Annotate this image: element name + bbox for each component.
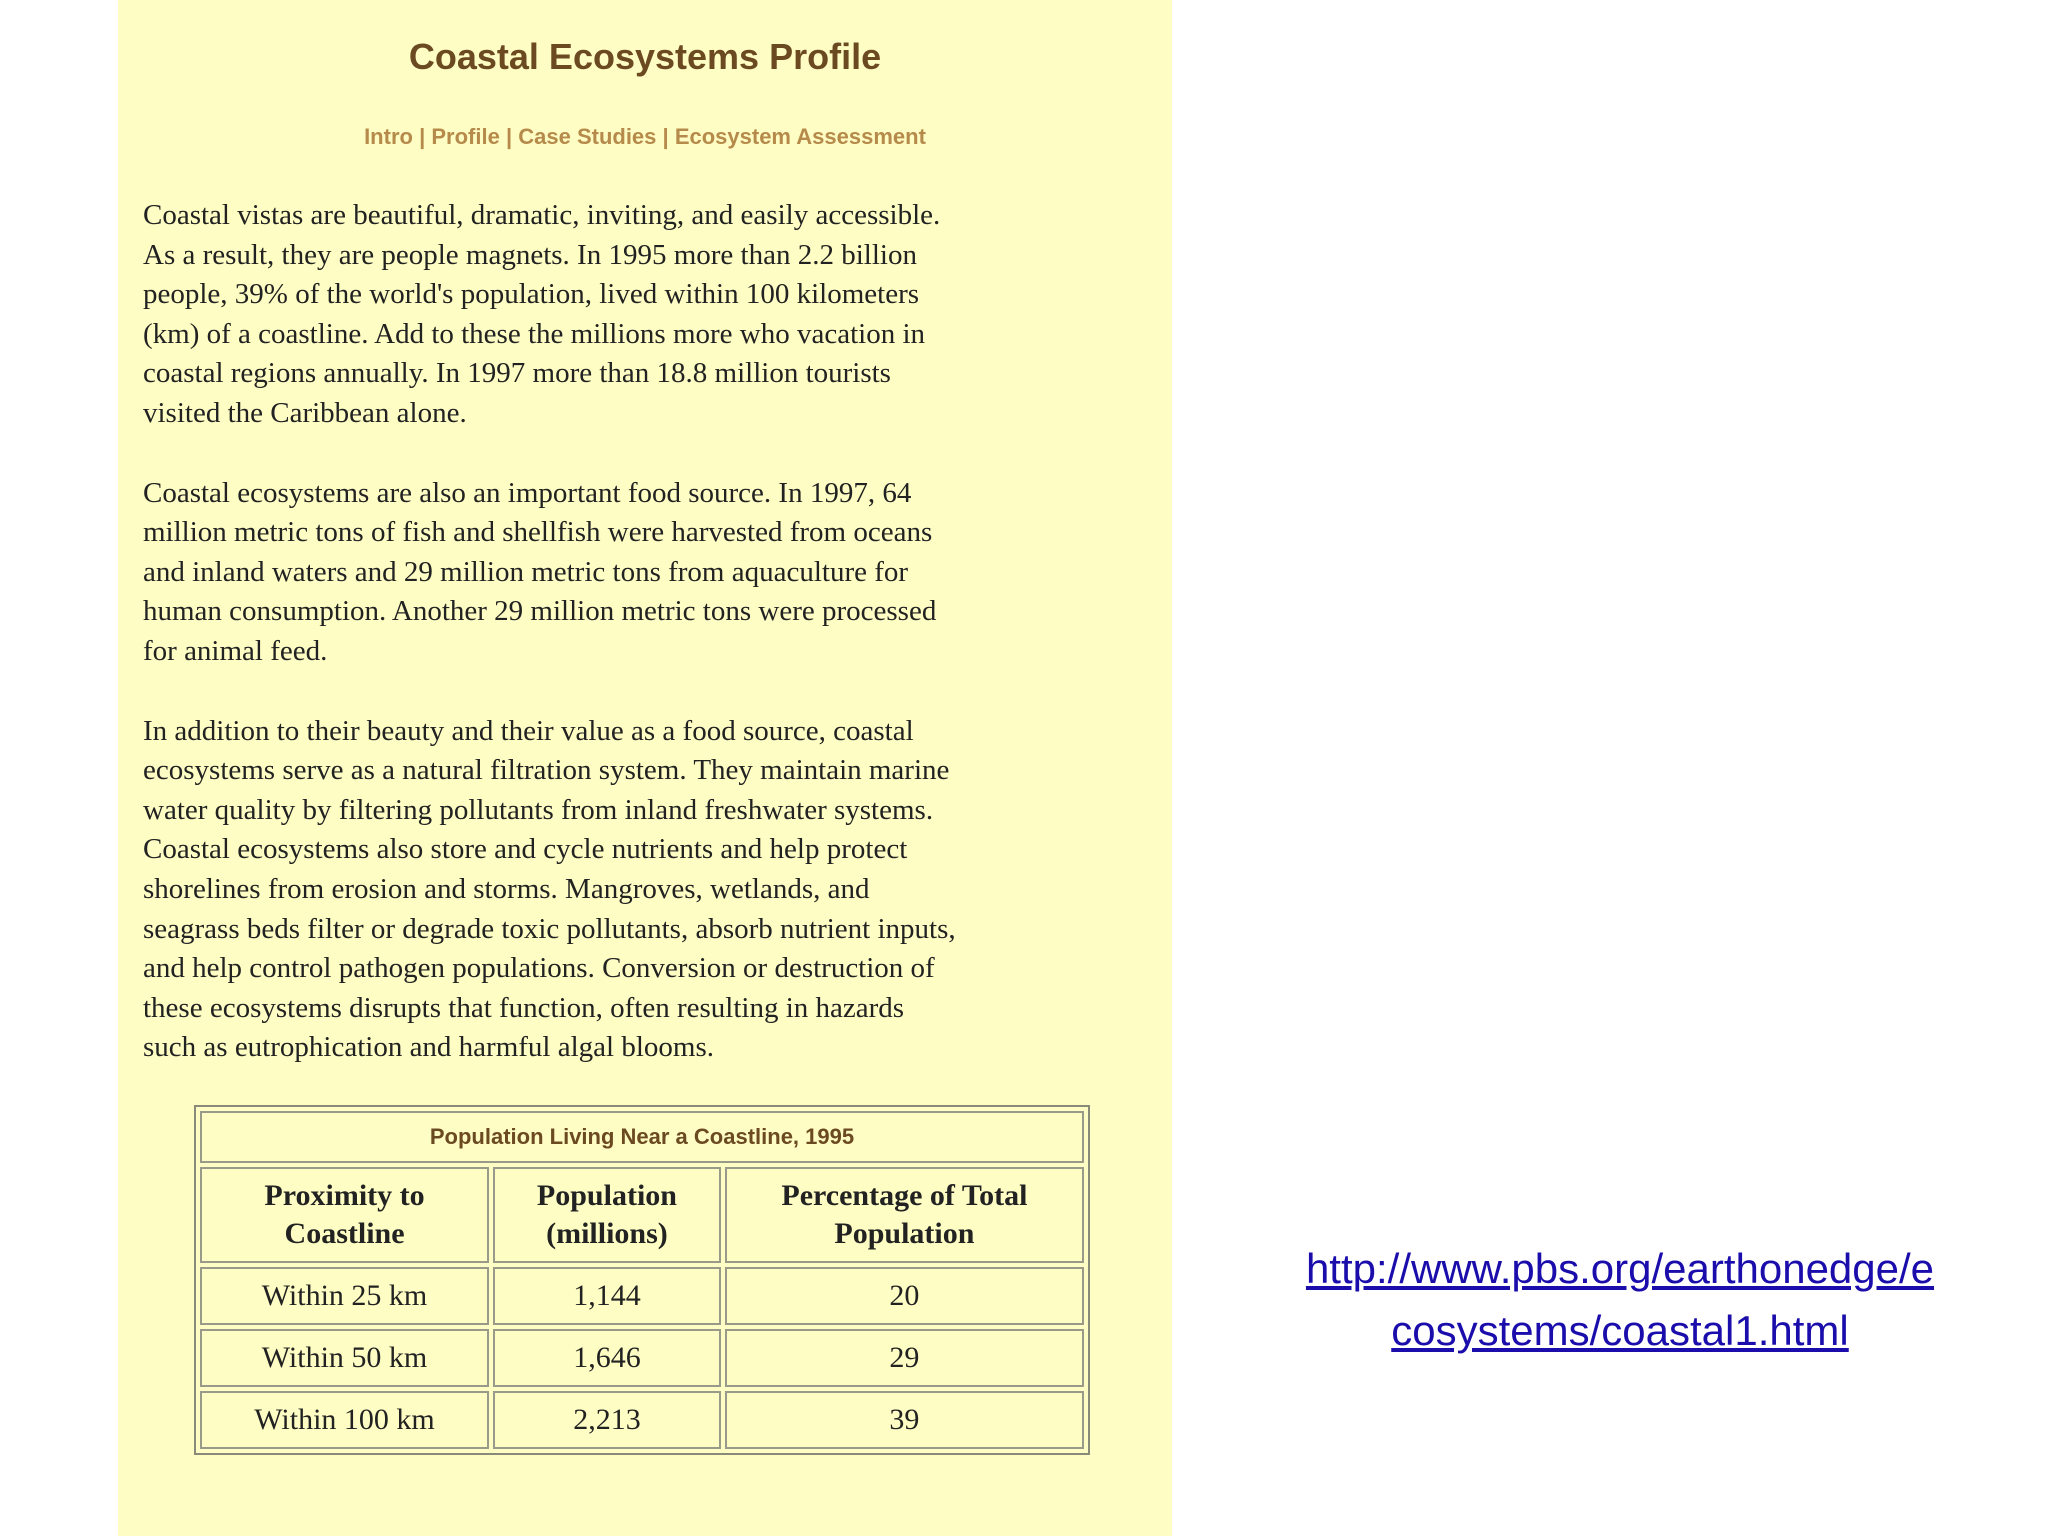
source-url-line-1: http://www.pbs.org/earthonedge/e — [1305, 1245, 1935, 1292]
population-table — [194, 1105, 1090, 1455]
nav-separator: | — [505, 124, 513, 149]
table-cell: 1,144 — [493, 1267, 721, 1325]
paragraph-3: In addition to their beauty and their value as a food source, coastal ecosystems serve as a natural filtration system. They maintain marine water quality by filtering pollutants from inland freshwater systems. Coastal ecosystems also store and cycle nutrients and help protect shorelines from erosion and storms. Mangroves, wetlands, and seagrass beds filter or degrade toxic pollutants, absorb nutrient inputs, and help control pathogen populations. Conversion or destruction of these ecosystems disrupts that function, often resulting in hazards such as eutrophication and harmful algal blooms. — [143, 714, 956, 1064]
column-header-proximity: Proximity to Coastline — [200, 1167, 489, 1263]
table-row — [200, 1391, 1084, 1449]
page-title: Coastal Ecosystems Profile — [408, 36, 882, 77]
nav-link-profile[interactable]: Profile — [431, 124, 500, 149]
table-cell: 2,213 — [493, 1391, 721, 1449]
webpage-screenshot — [118, 0, 1172, 1536]
table-cell: Within 50 km — [200, 1329, 489, 1387]
table-header-row — [200, 1167, 1084, 1263]
column-header-percentage: Percentage of Total Population — [725, 1167, 1084, 1263]
source-url-link[interactable] — [1306, 1245, 1934, 1354]
nav-link-ecosystem-assessment[interactable]: Ecosystem Assessment — [674, 124, 926, 149]
table-cell: Within 100 km — [200, 1391, 489, 1449]
table-row — [200, 1329, 1084, 1387]
nav-separator: | — [419, 124, 426, 149]
nav-links — [118, 124, 1172, 150]
nav-link-intro[interactable]: Intro — [364, 124, 413, 149]
paragraph-1: Coastal vistas are beautiful, dramatic, inviting, and easily accessible. As a result, they are people magnets. In 1995 more than 2.2 billion people, 39% of the world's population, lived within 100 kilometers (km) of a coastline. Add to these the millions more who vacation in coastal regions annually. In 1997 more than 18.8 million tourists visited the Caribbean alone. — [143, 199, 941, 429]
table-cell: Within 25 km — [200, 1267, 489, 1325]
table-cell: 1,646 — [493, 1329, 721, 1387]
article-body — [143, 196, 1153, 1108]
table-cell: 20 — [725, 1267, 1084, 1325]
table-row — [200, 1267, 1084, 1325]
column-header-population: Population (millions) — [493, 1167, 721, 1263]
table-cell: 39 — [725, 1391, 1084, 1449]
paragraph-2: Coastal ecosystems are also an important food source. In 1997, 64 million metric tons of fish and shellfish were harvested from oceans and inland waters and 29 million metric tons from aquaculture for human consumption. Another 29 million metric tons were processed for animal feed. — [143, 476, 937, 667]
table-caption: Population Living Near a Coastline, 1995 — [200, 1111, 1084, 1163]
source-url-line-2: cosystems/coastal1.html — [1391, 1307, 1849, 1354]
nav-separator: | — [662, 124, 669, 149]
table-cell: 29 — [725, 1329, 1084, 1387]
nav-link-case-studies[interactable]: Case Studies — [518, 124, 657, 149]
source-link — [1230, 1238, 2010, 1362]
